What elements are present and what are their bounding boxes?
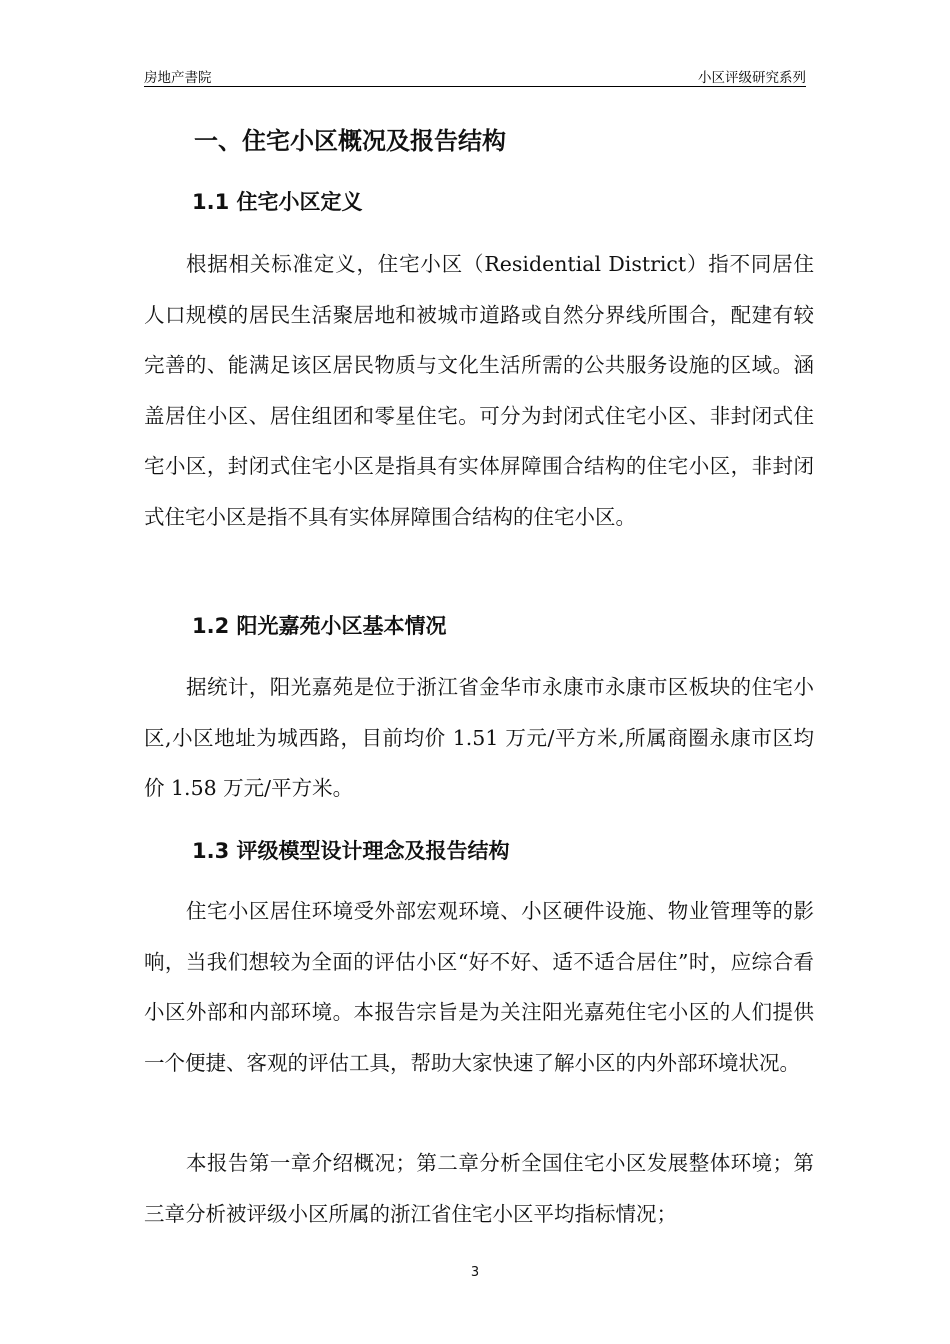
header-right: 小区评级研究系列 xyxy=(698,70,806,86)
section-heading-1-3: 1.3 评级模型设计理念及报告结构 xyxy=(192,839,510,863)
header-left: 房地产書院 xyxy=(144,70,212,86)
chapter-title: 一、住宅小区概况及报告结构 xyxy=(194,127,506,155)
section-1-3-paragraph-2: 本报告第一章介绍概况；第二章分析全国住宅小区发展整体环境；第三章分析被评级小区所属的浙江省住宅小区平均指标情况； xyxy=(144,1151,814,1226)
section-heading-1-1: 1.1 住宅小区定义 xyxy=(192,190,363,214)
section-1-2-paragraph: 据统计，阳光嘉苑是位于浙江省金华市永康市永康市区板块的住宅小区,小区地址为城西路，目前均价 1.51 万元/平方米,所属商圈永康市区均价 1.58 万元/平方米。 xyxy=(144,675,814,800)
section-heading-1-2: 1.2 阳光嘉苑小区基本情况 xyxy=(192,614,447,638)
page-header xyxy=(144,66,806,87)
section-1-1-paragraph: 根据相关标准定义，住宅小区（Residential District）指不同居住人口规模的居民生活聚居地和被城市道路或自然分界线所围合，配建有较完善的、能满足该区居民物质与文化生活所需的公共服务设施的区域。涵盖居住小区、居住组团和零星住宅。可分为封闭式住宅小区、非封闭式住宅小区，封闭式住宅小区是指具有实体屏障围合结构的住宅小区，非封闭式住宅小区是指不具有实体屏障围合结构的住宅小区。 xyxy=(144,252,814,529)
section-1-3-paragraph-1: 住宅小区居住环境受外部宏观环境、小区硬件设施、物业管理等的影响，当我们想较为全面的评估小区“好不好、适不适合居住”时，应综合看小区外部和内部环境。本报告宗旨是为关注阳光嘉苑住宅小区的人们提供一个便捷、客观的评估工具，帮助大家快速了解小区的内外部环境状况。 xyxy=(144,899,814,1075)
page-number: 3 xyxy=(470,1265,480,1280)
